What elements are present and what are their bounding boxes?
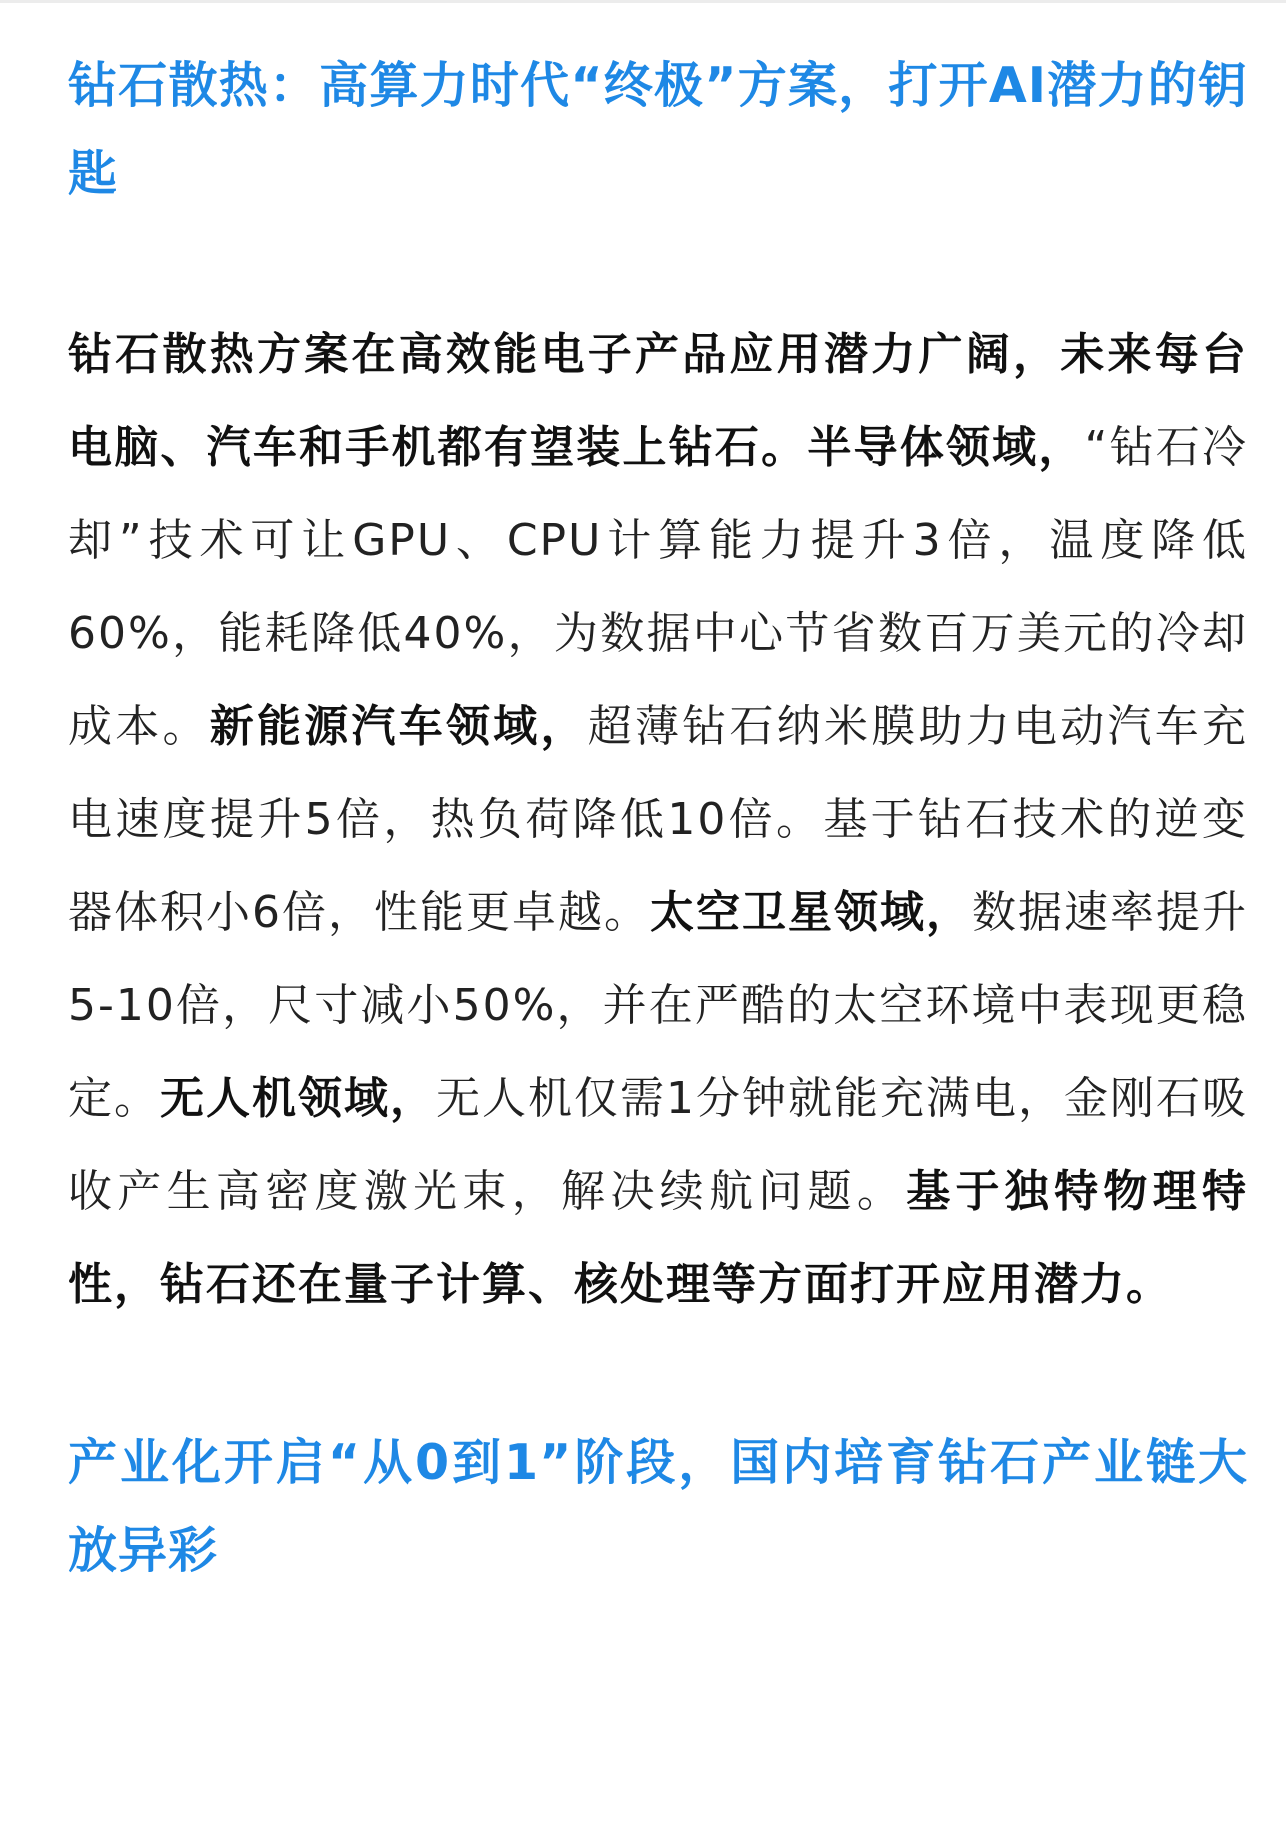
text-run-drone-detail: 无人机仅需1分钟就能充满电，金刚石吸收产生高密度激光束，解决续航问题。 bbox=[68, 1073, 1248, 1217]
text-run-semiconductor: “钻石冷却”技术可让GPU、CPU计算能力提升3倍，温度降低60%，能耗降低40%，为数据中心节省数百万美元的冷却成本。 bbox=[68, 422, 1248, 752]
section-heading-diamond-cooling: 钻石散热：高算力时代“终极”方案，打开AI潜力的钥匙 bbox=[68, 57, 1248, 202]
section-paragraph-applications bbox=[68, 308, 1248, 1331]
bold-run-satellite: 太空卫星领域， bbox=[650, 887, 972, 938]
text-run-ev-detail: 超薄钻石纳米膜助力电动汽车充电速度提升5倍，热负荷降低10倍。基于钻石技术的逆变器体积小6倍，性能更卓越。 bbox=[68, 701, 1248, 938]
bold-run-conclusion: 基于独特物理特性，钻石还在量子计算、核处理等方面打开应用潜力。 bbox=[68, 1166, 1249, 1310]
section-heading-industrialization: 产业化开启“从0到1”阶段，国内培育钻石产业链大放异彩 bbox=[68, 1434, 1248, 1579]
text-run-satellite-detail: 数据速率提升5-10倍，尺寸减小50%，并在严酷的太空环境中表现更稳定。 bbox=[68, 887, 1248, 1124]
top-divider bbox=[0, 0, 1286, 3]
bold-run-ev: 新能源汽车领域， bbox=[209, 701, 588, 752]
article-body bbox=[68, 42, 1248, 1595]
bold-run-intro: 钻石散热方案在高效能电子产品应用潜力广阔，未来每台电脑、汽车和手机都有望装上钻石。半导体领域， bbox=[68, 329, 1248, 473]
bold-run-drone: 无人机领域， bbox=[160, 1073, 436, 1124]
